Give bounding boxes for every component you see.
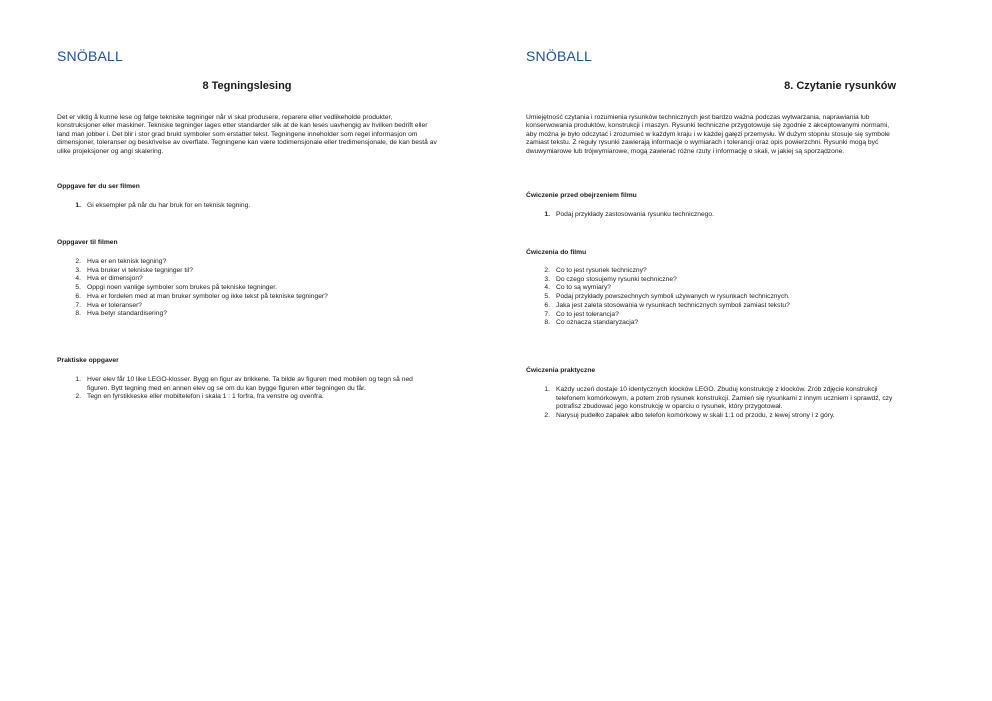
list-item: 4. Hva er dimensjon?	[75, 275, 143, 283]
list-item: 2. Tegn en fyrstikkeske eller mobiltelefon i skala 1 : 1 forfra, fra venstre og ovenfra.	[75, 393, 324, 401]
section-heading-before-film: Oppgave før du ser filmen	[57, 183, 140, 190]
list-item: 7. Co to jest tolerancja?	[544, 310, 619, 318]
list-item: 6. Jaka jest zaleta stosowania w rysunkach technicznych symboli zamiast tekstu?	[544, 301, 790, 309]
list-item: 1. Gi eksempler på når du har bruk for en teknisk tegning.	[75, 202, 251, 209]
snoball-logo: SNÖBALL	[57, 48, 123, 64]
list-before-film	[526, 211, 886, 220]
list-item: 1. Hver elev får 10 like LEGO-klosser. Bygg en figur av brikkene. Ta bilde av figuren med mobilen og tegn så ned figuren. Bytt tegning med en annen elev og se om du kan bygge figuren etter tegningen du får.	[75, 376, 413, 392]
list-item: 6. Hva er fordelen med at man bruker symboler og ikke tekst på tekniske tegninger?	[75, 292, 328, 300]
page-title: 8 Tegningslesing	[202, 80, 292, 92]
list-item: 3. Hva bruker vi tekniske tegninger til?	[75, 266, 193, 274]
list-item: 4. Co to są wymiary?	[544, 284, 612, 292]
page-right	[496, 0, 992, 701]
list-item: 1. Podaj przykłady zastosowania rysunku technicznego.	[544, 211, 714, 218]
section-heading-practical: Praktiske oppgaver	[57, 357, 119, 364]
list-item: 8. Hva betyr standardisering?	[75, 310, 167, 318]
list-film	[57, 258, 417, 319]
list-item: 3. Do czego stosujemy rysunki techniczne?	[544, 275, 677, 283]
list-item: 2. Co to jest rysunek techniczny?	[544, 267, 647, 274]
page-title: 8. Czytanie rysunków	[784, 80, 896, 92]
section-heading-practical: Ćwiczenia praktyczne	[526, 367, 596, 374]
snoball-logo: SNÖBALL	[526, 48, 592, 64]
list-film	[526, 267, 886, 328]
list-item: 2. Narysuj pudełko zapałek albo telefon komórkowy w skali 1:1 od przodu, z lewej strony i z góry.	[544, 412, 835, 420]
list-item: 5. Oppgi noen vanlige symboler som brukes på tekniske tegninger.	[75, 284, 277, 292]
intro-paragraph: Det er viktig å kunne lese og følge tekniske tegninger når vi skal produsere, reparere eller vedlikeholde produkter, konstruksjoner eller maskiner. Tekniske tegninger lages etter standarder slik at de kan leses uavhengig av hvilken bedrift eller land man jobber i. Det blir i stor grad brukt symboler som erstatter tekst. Tegningene inneholder som regel informasjon om dimensjoner, toleranser og beskrivelse av overflate. Tegningene kan være todimensjonale eller tredimensjonale, de kan bestå av ulike projeksjoner og angi skalering.	[57, 114, 437, 155]
section-heading-film: Ćwiczenia do filmu	[526, 249, 587, 256]
intro-paragraph: Umiejętność czytania i rozumienia rysunków technicznych jest bardzo ważna podczas wytwarzania, naprawiania lub konserwowania produktów, konstrukcji i maszyn. Rysunki techniczne przygotowuje się zgodnie z akceptowanymi normami, aby można je było odczytać i zrozumieć w każdym kraju i w każdej gałęzi przemysłu. W dużym stopniu stosuje się symbole zamiast tekstu. Z reguły rysunki zawierają informacje o wymiarach i tolerancji oraz opis powierzchni. Rysunki mogą być dwuwymiarowe lub trójwymiarowe, mogą zawierać różne rzuty i informację o skali, w jakiej są sporządzone.	[526, 114, 890, 155]
list-before-film	[57, 202, 417, 211]
list-practical	[526, 386, 896, 421]
list-item: 2. Hva er en teknisk tegning?	[75, 258, 167, 265]
list-item: 1. Każdy uczeń dostaje 10 identycznych klocków LEGO. Zbuduj konstrukcję z klocków. Zrób zdjęcie konstrukcji telefonem komórkowym, a potem zrób rysunek konstrukcji. Zamień się rysunkami z innym uczniem i sprawdź, czy potrafisz zbudować jego konstrukcję w oparciu o rysunek, który przygotował.	[544, 386, 893, 411]
section-heading-film: Oppgaver til filmen	[57, 239, 118, 246]
list-item: 7. Hva er toleranser?	[75, 301, 143, 309]
list-practical	[57, 376, 417, 402]
list-item: 8. Co oznacza standaryzacja?	[544, 319, 639, 327]
section-heading-before-film: Ćwiczenie przed obejrzeniem filmu	[526, 192, 637, 199]
list-item: 5. Podaj przykłady powszechnych symboli używanych w rysunkach technicznych.	[544, 293, 790, 301]
